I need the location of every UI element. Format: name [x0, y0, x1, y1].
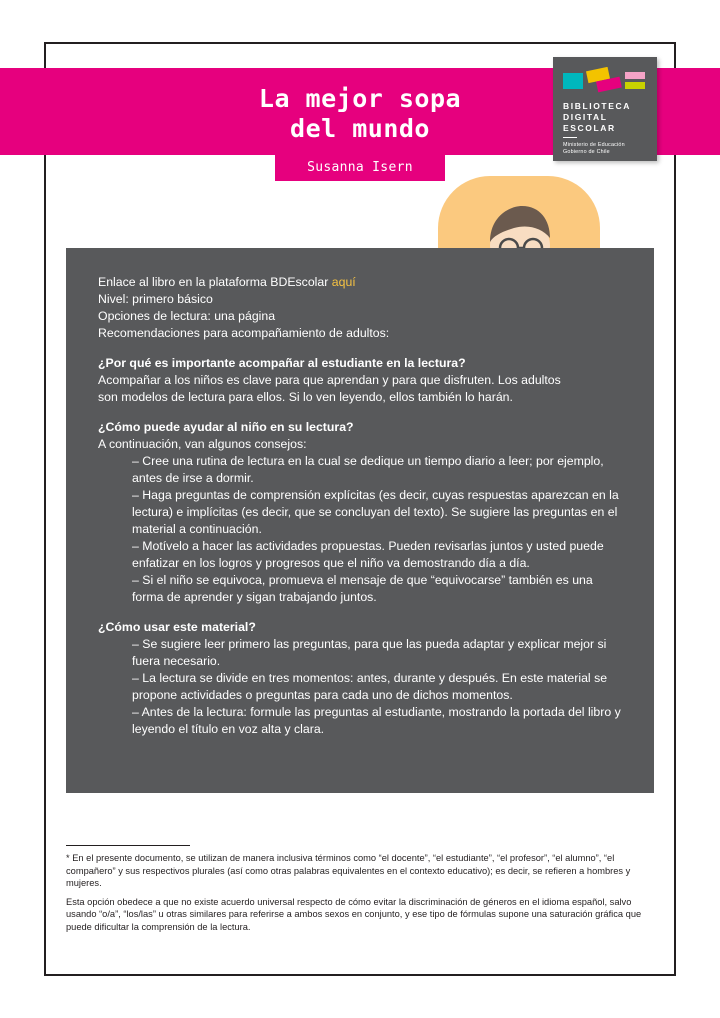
bde-logo [553, 57, 657, 161]
footnote-divider [66, 845, 190, 846]
platform-link-line [98, 274, 622, 291]
logo-line-2: DIGITAL [563, 112, 608, 122]
logo-line-1: BIBLIOTECA [563, 101, 631, 111]
title-line-2: del mundo [290, 114, 430, 143]
reading-level: Nivel: primero básico [98, 292, 213, 306]
footnote-paragraph-2: Esta opción obedece a que no existe acuerdo universal respecto de cómo evitar la discriminación de géneros en el idioma español, salvo usando “o/a”, “los/las” u otras similares para referirse a ambos sexos en conjunto, y ese tipo de fórmulas supone una saturación gráfica que puede dificultar la comprensión de la lectura. [66, 896, 642, 932]
logo-mark-icon [563, 67, 647, 97]
logo-wordmark [563, 101, 649, 134]
answer-3-bullet-2: – La lectura se divide en tres momentos: antes, durante y después. En este material se propone actividades o preguntas para cada uno de dichos momentos. [132, 671, 608, 702]
spacer [98, 606, 622, 619]
answer-2-intro: A continuación, van algunos consejos: [98, 437, 307, 451]
question-3: ¿Cómo usar este material? [98, 620, 256, 634]
reading-options: Opciones de lectura: una página [98, 309, 276, 323]
platform-link-prefix: Enlace al libro en la plataforma BDEscolar [98, 275, 329, 289]
recommendations-heading: Recomendaciones para acompañamiento de adultos: [98, 326, 390, 340]
answer-2-bullet-2: – Haga preguntas de comprensión explícitas (es decir, cuyas respuestas aparezcan en la lectura) e implícitas (es decir, que se concluyan del texto). Se sugiere las preguntas en el material a continuación. [132, 488, 619, 536]
logo-ministry [563, 142, 653, 156]
answer-3-bullet-1: – Se sugiere leer primero las preguntas, para que las pueda adaptar y explicar mejor si fuera necesario. [132, 637, 607, 668]
question-2: ¿Cómo puede ayudar al niño en su lectura? [98, 420, 354, 434]
title-line-1: La mejor sopa [258, 84, 462, 113]
footnote [66, 852, 658, 934]
footnote-paragraph-1: * En el presente documento, se utilizan de manera inclusiva términos como “el docente”, “el estudiante”, “el profesor”, “el alumno”, “el compañero” y sus respectivos plurales (así como otras palabras equivalentes en el contexto educativo); es decir, se refieren a hombres y mujeres. [66, 853, 631, 889]
answer-2-bullet-1: – Cree una rutina de lectura en la cual se dedique un tiempo diario a leer; por ejemplo, antes de irse a dormir. [132, 454, 604, 485]
platform-link[interactable]: aquí [331, 275, 356, 289]
ministry-line-2: Gobierno de Chile [563, 149, 610, 155]
logo-divider [563, 137, 577, 138]
spacer [98, 342, 622, 355]
spacer [98, 406, 622, 419]
content-panel [66, 248, 654, 793]
answer-2-bullet-3: – Motívelo a hacer las actividades propuestas. Pueden revisarlas juntos y usted puede enfatizar en los logros y progresos que el niño va demostrando día a día. [132, 539, 604, 570]
answer-1: Acompañar a los niños es clave para que aprendan y para que disfruten. Los adultos son modelos de lectura para ellos. Si lo ven leyendo, ellos también lo harán. [98, 373, 561, 404]
author-name: Susanna Isern [275, 155, 445, 181]
logo-line-3: ESCOLAR [563, 123, 616, 133]
question-1: ¿Por qué es importante acompañar al estudiante en la lectura? [98, 356, 466, 370]
ministry-line-1: Ministerio de Educación [563, 142, 625, 148]
answer-2-bullet-4: – Si el niño se equivoca, promueva el mensaje de que “equivocarse” también es una forma de aprender y sigan trabajando juntos. [132, 573, 593, 604]
answer-3-bullet-3: – Antes de la lectura: formule las preguntas al estudiante, mostrando la portada del libro y leyendo el título en voz alta y clara. [132, 705, 621, 736]
